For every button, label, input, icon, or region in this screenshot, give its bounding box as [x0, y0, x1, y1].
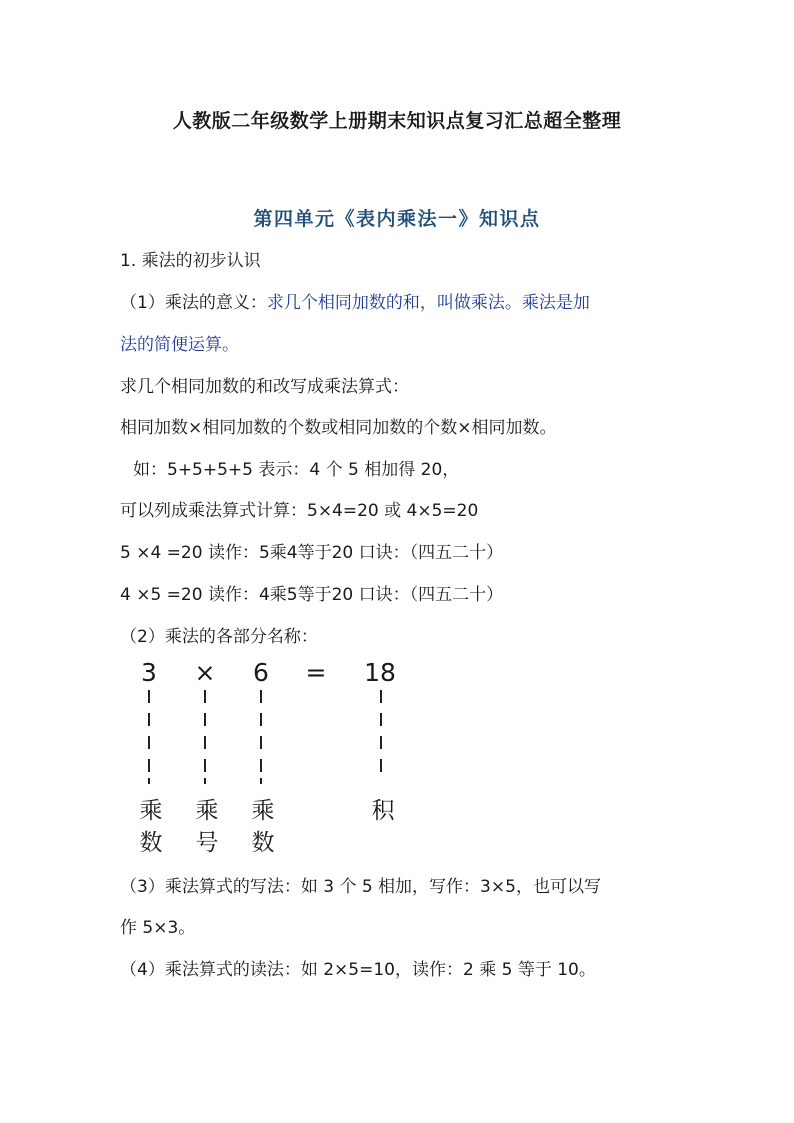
connector-tick [260, 759, 262, 772]
paragraph-meaning-highlight: 求几个相同加数的和，叫做乘法。乘法是加 [266, 293, 590, 313]
paragraph-reading-2: 4 ×5 =20 读作：4乘5等于20 口诀：（四五二十） [120, 585, 504, 605]
unit-title: 第四单元《表内乘法一》知识点 [253, 208, 541, 230]
connector-tick [380, 713, 382, 726]
connector-tick [204, 736, 206, 749]
connector-tick [204, 778, 206, 784]
connector-tick [148, 736, 150, 749]
connector-tick [204, 713, 206, 726]
label-times-sign-char-1: 乘 [195, 798, 219, 824]
paragraph-meaning-continued: 法的简便运算。 [120, 335, 239, 355]
diagram-term-times-sign: × [194, 658, 216, 687]
connector-tick [260, 690, 262, 703]
connector-tick [260, 713, 262, 726]
paragraph-reading-rule: （4）乘法算式的读法：如 2×5=10，读作：2 乘 5 等于 10。 [120, 960, 596, 980]
connector-tick [204, 690, 206, 703]
paragraph-reading-1: 5 ×4 =20 读作：5乘4等于20 口诀：（四五二十） [120, 543, 504, 563]
label-multiplier-char-1: 乘 [251, 798, 275, 824]
section-heading: 1. 乘法的初步认识 [120, 251, 261, 271]
connector-tick [380, 736, 382, 749]
label-product-char: 积 [371, 798, 395, 824]
label-multiplier-char-2: 数 [251, 830, 275, 856]
connector-tick [380, 690, 382, 703]
connector-tick [260, 778, 262, 784]
diagram-term-multiplier: 6 [253, 658, 269, 687]
diagram-term-multiplicand: 3 [141, 658, 157, 687]
document-title: 人教版二年级数学上册期末知识点复习汇总超全整理 [172, 110, 622, 132]
connector-tick [148, 690, 150, 703]
connector-tick [148, 713, 150, 726]
paragraph-writing: （3）乘法算式的写法：如 3 个 5 相加，写作：3×5，也可以写 [120, 877, 601, 897]
paragraph-example-equation: 可以列成乘法算式计算：5×4=20 或 4×5=20 [120, 501, 479, 521]
paragraph-rule: 相同加数×相同加数的个数或相同加数的个数×相同加数。 [120, 418, 557, 438]
paragraph-example: 如：5+5+5+5 表示：4 个 5 相加得 20， [133, 460, 460, 480]
label-times-sign-char-2: 号 [195, 830, 219, 856]
diagram-term-equals: = [305, 658, 327, 687]
connector-tick [148, 759, 150, 772]
paragraph-rewrite: 求几个相同加数的和改写成乘法算式： [120, 377, 409, 397]
paragraph-writing-continued: 作 5×3。 [120, 918, 196, 938]
connector-tick [380, 759, 382, 772]
connector-tick [204, 759, 206, 772]
paragraph-meaning-prefix: （1）乘法的意义： [120, 293, 267, 313]
label-multiplicand-char-1: 乘 [139, 798, 163, 824]
paragraph-parts-heading: （2）乘法的各部分名称： [120, 627, 318, 647]
label-multiplicand-char-2: 数 [139, 830, 163, 856]
connector-tick [148, 778, 150, 784]
connector-tick [260, 736, 262, 749]
diagram-term-product: 18 [364, 658, 396, 687]
